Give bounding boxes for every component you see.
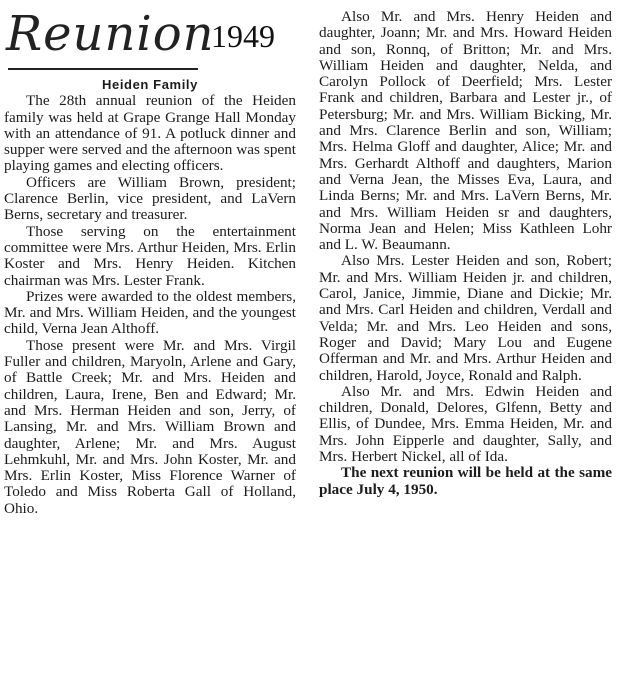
masthead-title: Reunion bbox=[6, 6, 215, 62]
article-paragraph: Also Mr. and Mrs. Henry Heiden and daughter, Joann; Mr. and Mrs. Howard Heiden and son, Ronnq, of Britton; Mr. and Mrs. William Heiden and daughter, Nelda, and Carolyn Pollock of Deerfield; Mrs. Lester Frank and children, Barbara and Lester jr., of Petersburg; Mr. and Mrs. William Bicking, Mr. and Mrs. Clarence Berlin and son, William; Mrs. Helma Gloff and daughter, Alice; Mr. and Mrs. Gerhardt Althoff and daughters, Marion and Verna Jean, the Misses Eva, Laura, and Linda Berns; Mr. and Mrs. LaVern Berns, Mr. and Mrs. William Heiden sr and daughters, Norma Jean and Helen; Miss Kathleen Lohr and L. W. Beaumann. bbox=[319, 8, 612, 254]
article-paragraph: Also Mrs. Lester Heiden and son, Robert; Mr. and Mrs. William Heiden jr. and children, Carol, Janice, Jimmie, Diane and Dickie; Mr. and Mrs. Carl Heiden and children, Verdall and Velda; Mr. and Mrs. Leo Heiden and sons, Roger and David; Mary Lou and Eugene Offerman and Mr. and Mrs. Arthur Heiden and children, Harold, Joyce, Ronald and Ralph. bbox=[319, 252, 612, 384]
article-paragraph: Prizes were awarded to the oldest members, Mr. and Mrs. William Heiden, and the youngest child, Verna Jean Althoff. bbox=[4, 287, 296, 338]
masthead-rule bbox=[8, 68, 198, 70]
masthead bbox=[6, 6, 306, 68]
article-heading: Heiden Family bbox=[102, 77, 198, 92]
masthead-year: 1949 bbox=[211, 18, 275, 54]
article-paragraph: The 28th annual reunion of the Heiden family was held at Grape Grange Hall Monday with an attendance of 91. A potluck dinner and supper were served and the afternoon was spent playing games and electing officers. bbox=[4, 92, 296, 175]
article-column-left bbox=[4, 77, 296, 517]
article-column-right bbox=[319, 9, 612, 498]
article-paragraph: Those serving on the entertainment committee were Mrs. Arthur Heiden, Mrs. Erlin Koster and Mrs. Henry Heiden. Kitchen chairman was Mrs. Lester Frank. bbox=[4, 222, 296, 289]
article-paragraph: Officers are William Brown, president; Clarence Berlin, vice president, and LaVern Berns, secretary and treasurer. bbox=[4, 173, 296, 224]
article-closing-paragraph: The next reunion will be held at the same place July 4, 1950. bbox=[319, 464, 612, 498]
article-paragraph: Also Mr. and Mrs. Edwin Heiden and children, Donald, Delores, Glfenn, Betty and Ellis, of Dundee, Mrs. Emma Heiden, Mr. and Mrs. John Eipperle and daughter, Sally, and Mrs. Herbert Nickel, all of Ida. bbox=[319, 382, 612, 466]
article-paragraph: Those present were Mr. and Mrs. Virgil Fuller and children, Maryoln, Arlene and Gary, of Battle Creek; Mr. and Mrs. Heiden and children, Laura, Irene, Ben and Edward; Mr. and Mrs. Herman Heiden and son, Jerry, of Lansing, Mr. and Mrs. William Brown and daughter, Arlene; Mr. and Mrs. August Lehmkuhl, Mr. and Mrs. John Koster, Mr. and Mrs. Erlin Koster, Miss Florence Warner of Toledo and Miss Roberta Gall of Holland, Ohio. bbox=[4, 336, 296, 517]
